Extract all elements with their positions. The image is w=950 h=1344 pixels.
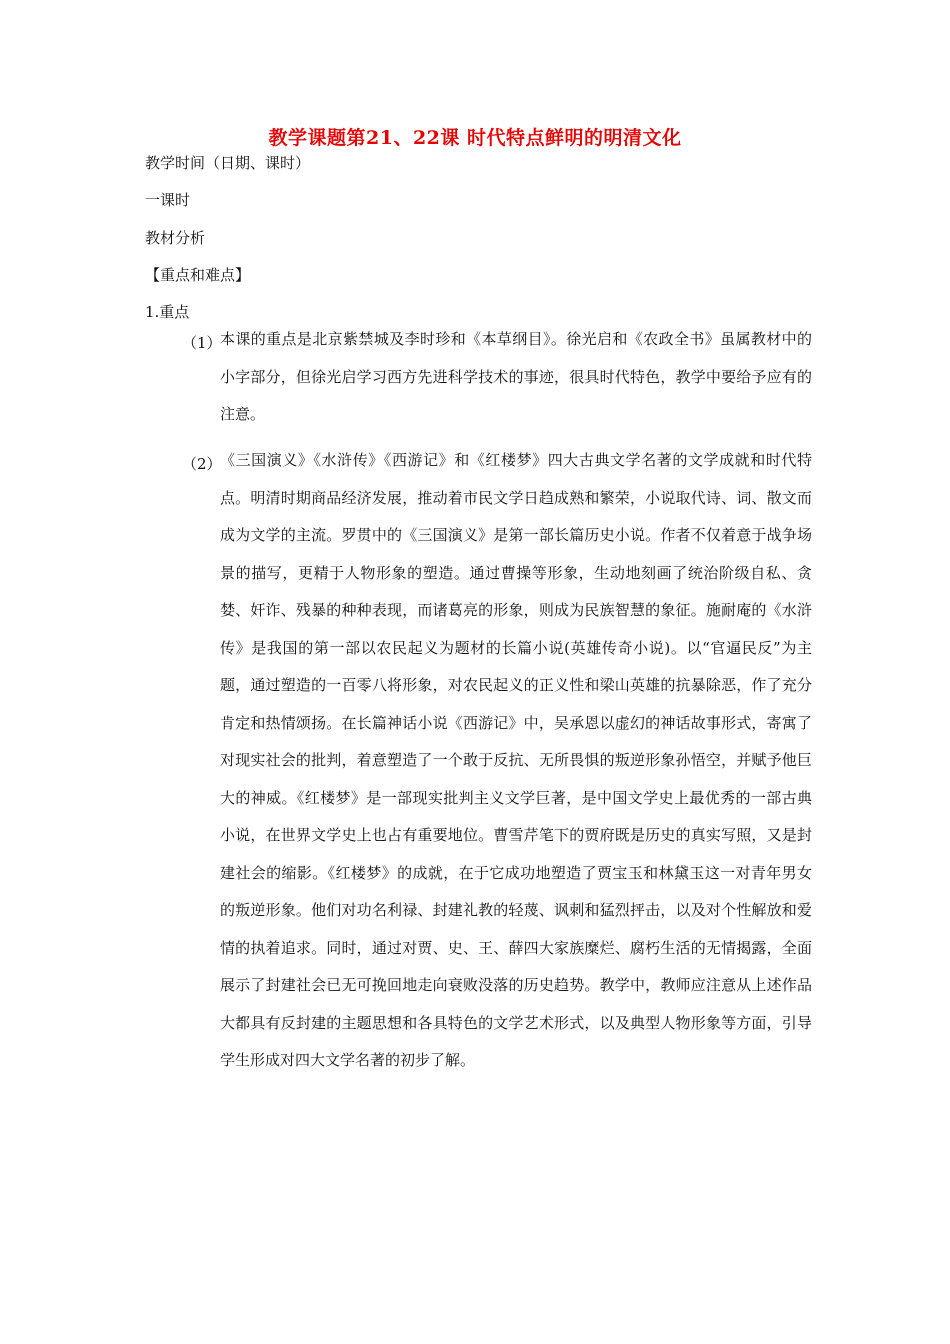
material-analysis-label: 教材分析 [145, 229, 206, 247]
teaching-time-value: 一课时 [145, 191, 191, 209]
list-item [182, 453, 812, 1080]
lesson-title: 教学课题第21、22课 时代特点鲜明的明清文化 [268, 127, 682, 149]
teaching-time-label: 教学时间（日期、课时） [145, 154, 311, 172]
key-points-heading: 【重点和难点】 [145, 266, 251, 284]
section-heading-key-points: 1.重点 [145, 303, 190, 321]
item-number: （2） [182, 455, 222, 473]
item-text: 《三国演义》《水浒传》《西游记》和《红楼梦》四大古典文学名著的文学成就和时代特点。明清时期商品经济发展，推动着市民文学日趋成熟和繁荣，小说取代诗、词、散文而成为文学的主流。罗贯中的《三国演义》是第一部长篇历史小说。作者不仅着意于战争场景的描写，更精于人物形象的塑造。通过曹操等形象，生动地刻画了统治阶级自私、贪婪、奸诈、残暴的种种表现，而诸葛亮的形象，则成为民族智慧的象征。施耐庵的《水浒传》是我国的第一部以农民起义为题材的长篇小说(英雄传奇小说)。以“官逼民反”为主题，通过塑造的一百零八将形象，对农民起义的正义性和梁山英雄的抗暴除恶，作了充分肯定和热情颂扬。在长篇神话小说《西游记》中，吴承恩以虚幻的神话故事形式，寄寓了对现实社会的批判，着意塑造了一个敢于反抗、无所畏惧的叛逆形象孙悟空，并赋予他巨大的神威。《红楼梦》是一部现实批判主义文学巨著，是中国文学史上最优秀的一部古典小说，在世界文学史上也占有重要地位。曹雪芹笔下的贾府既是历史的真实写照，又是封建社会的缩影。《红楼梦》的成就，在于它成功地塑造了贾宝玉和林黛玉这一对青年男女的叛逆形象。他们对功名利禄、封建礼教的轻蔑、讽刺和猛烈抨击，以及对个性解放和爱情的执着追求。同时，通过对贾、史、王、薛四大家族糜烂、腐朽生活的无情揭露，全面展示了封建社会已无可挽回地走向衰败没落的历史趋势。教学中，教师应注意从上述作品大都具有反封建的主题思想和各具特色的文学艺术形式，以及典型人物形象等方面，引导学生形成对四大文学名著的初步了解。 [220, 451, 812, 1069]
list-item [182, 332, 812, 434]
item-text: 本课的重点是北京紫禁城及李时珍和《本草纲目》。徐光启和《农政全书》虽属教材中的小字部分，但徐光启学习西方先进科学技术的事迹，很具时代特色，教学中要给予应有的注意。 [220, 330, 812, 423]
item-number: （1） [182, 334, 222, 352]
